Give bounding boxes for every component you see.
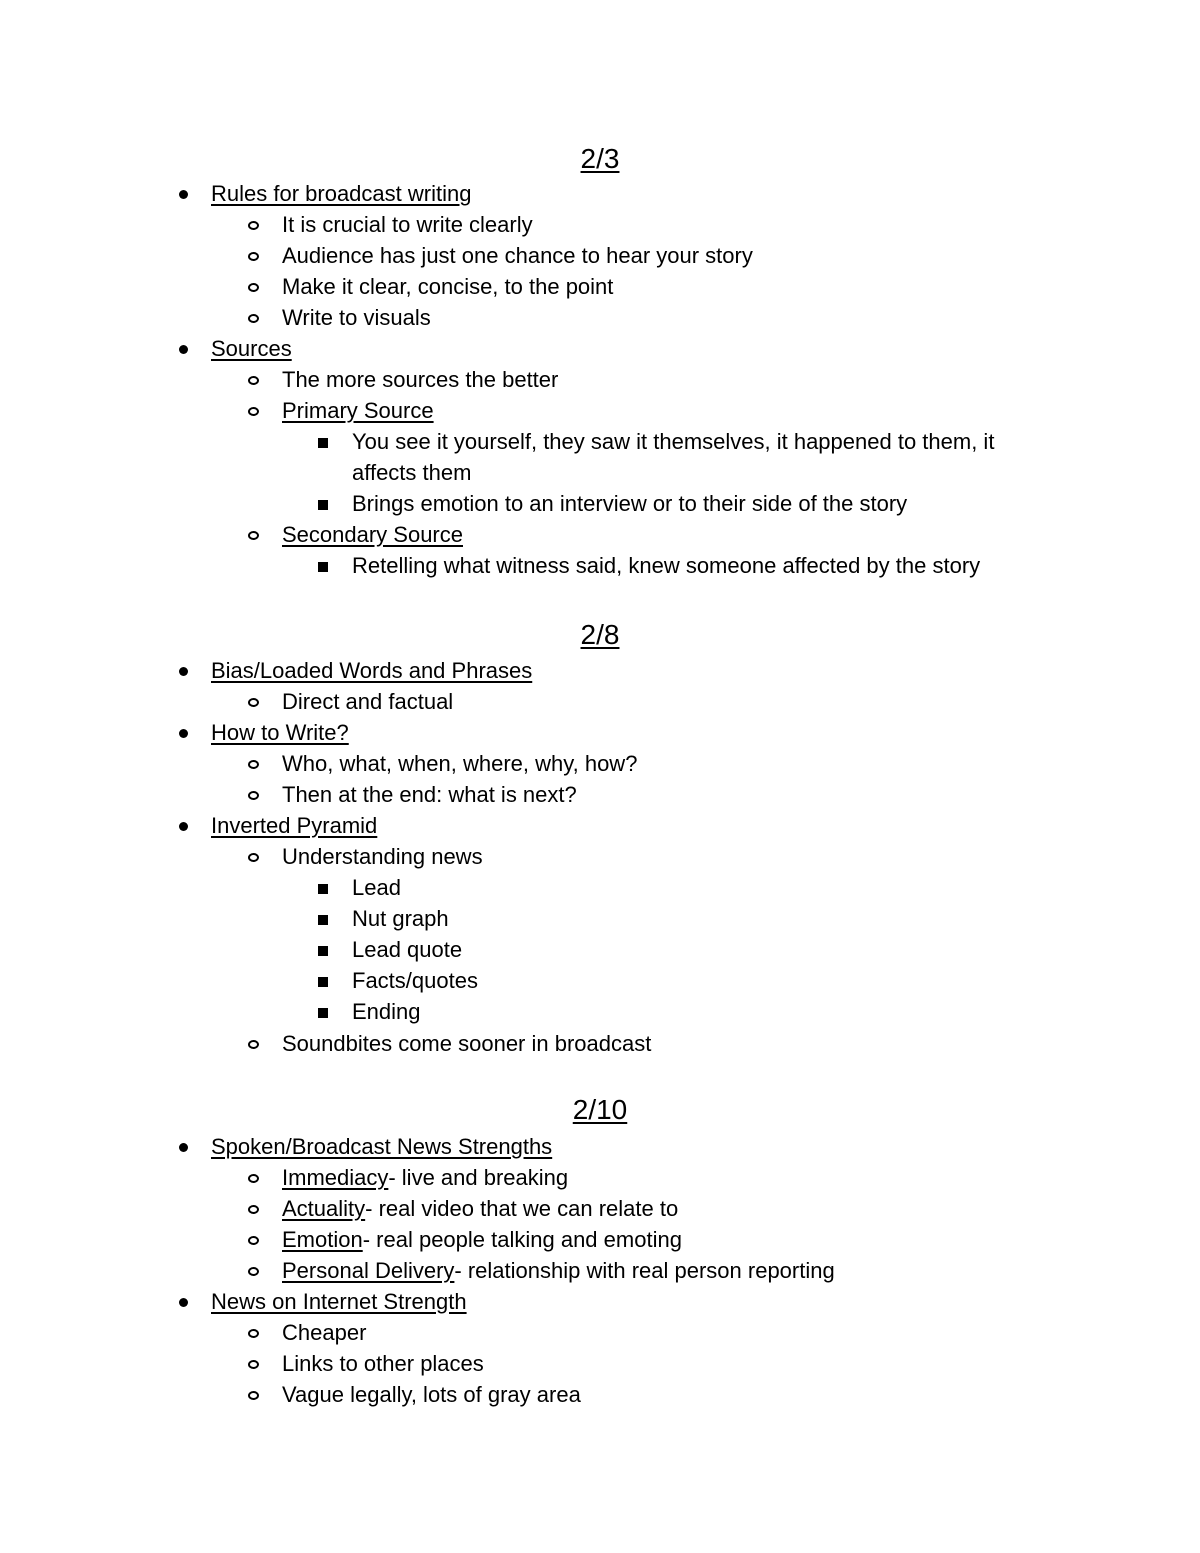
list-item: It is crucial to write clearly [282, 212, 533, 237]
list-item: Write to visuals [282, 305, 431, 330]
list-item: Nut graph [352, 906, 449, 931]
circle-bullet-icon [248, 1040, 259, 1049]
circle-bullet-icon [248, 1236, 259, 1245]
list-item: Direct and factual [282, 689, 454, 714]
list-item-continuation: affects them [352, 460, 472, 485]
term-description: - live and breaking [388, 1165, 569, 1190]
section-heading-2-8: 2/8 [580, 619, 620, 650]
term-immediacy: Immediacy [282, 1165, 389, 1190]
topic-broadcast-news-strengths: Spoken/Broadcast News Strengths [211, 1134, 553, 1159]
disc-bullet-icon [179, 729, 188, 738]
list-item: Retelling what witness said, knew someone affected by the story [352, 553, 981, 578]
circle-bullet-icon [248, 791, 259, 800]
disc-bullet-icon [179, 345, 188, 354]
term-description: - relationship with real person reporting [454, 1258, 835, 1283]
list-item: Soundbites come sooner in broadcast [282, 1031, 652, 1056]
disc-bullet-icon [179, 822, 188, 831]
square-bullet-icon [318, 884, 328, 894]
topic-how-to-write: How to Write? [211, 720, 349, 745]
list-item [282, 1255, 835, 1286]
circle-bullet-icon [248, 1360, 259, 1369]
disc-bullet-icon [179, 190, 188, 199]
list-item: Lead [352, 875, 401, 900]
term-description: - real video that we can relate to [365, 1196, 679, 1221]
list-item: Then at the end: what is next? [282, 782, 577, 807]
circle-bullet-icon [248, 221, 259, 230]
list-item: Who, what, when, where, why, how? [282, 751, 638, 776]
square-bullet-icon [318, 500, 328, 510]
list-item: Facts/quotes [352, 968, 478, 993]
subtopic-secondary-source: Secondary Source [282, 522, 463, 547]
circle-bullet-icon [248, 1329, 259, 1338]
circle-bullet-icon [248, 853, 259, 862]
disc-bullet-icon [179, 1298, 188, 1307]
disc-bullet-icon [179, 667, 188, 676]
term-actuality: Actuality [282, 1196, 366, 1221]
circle-bullet-icon [248, 698, 259, 707]
disc-bullet-icon [179, 1143, 188, 1152]
circle-bullet-icon [248, 760, 259, 769]
term-description: - real people talking and emoting [362, 1227, 682, 1252]
list-item: Vague legally, lots of gray area [282, 1382, 581, 1407]
square-bullet-icon [318, 915, 328, 925]
circle-bullet-icon [248, 252, 259, 261]
square-bullet-icon [318, 977, 328, 987]
square-bullet-icon [318, 1008, 328, 1018]
list-item: Cheaper [282, 1320, 367, 1345]
square-bullet-icon [318, 946, 328, 956]
circle-bullet-icon [248, 531, 259, 540]
circle-bullet-icon [248, 1174, 259, 1183]
circle-bullet-icon [248, 283, 259, 292]
circle-bullet-icon [248, 407, 259, 416]
list-item: Links to other places [282, 1351, 484, 1376]
topic-inverted-pyramid: Inverted Pyramid [211, 813, 378, 838]
topic-sources: Sources [211, 336, 292, 361]
list-item: Ending [352, 999, 421, 1024]
list-item: Make it clear, concise, to the point [282, 274, 614, 299]
section-heading-2-10: 2/10 [572, 1094, 628, 1125]
subtopic-primary-source: Primary Source [282, 398, 434, 423]
list-item: Audience has just one chance to hear your story [282, 243, 753, 268]
square-bullet-icon [318, 562, 328, 572]
list-item: Lead quote [352, 937, 463, 962]
list-item [282, 1193, 678, 1224]
topic-rules-broadcast-writing: Rules for broadcast writing [211, 181, 472, 206]
term-personal-delivery: Personal Delivery [282, 1258, 455, 1283]
list-item [282, 1162, 568, 1193]
circle-bullet-icon [248, 314, 259, 323]
list-item: Understanding news [282, 844, 483, 869]
list-item: Brings emotion to an interview or to their side of the story [352, 491, 908, 516]
topic-bias-loaded-words: Bias/Loaded Words and Phrases [211, 658, 533, 683]
square-bullet-icon [318, 438, 328, 448]
circle-bullet-icon [248, 376, 259, 385]
list-item: You see it yourself, they saw it themselves, it happened to them, it [352, 429, 995, 454]
circle-bullet-icon [248, 1391, 259, 1400]
list-item: The more sources the better [282, 367, 559, 392]
list-item [282, 1224, 682, 1255]
circle-bullet-icon [248, 1205, 259, 1214]
term-emotion: Emotion [282, 1227, 363, 1252]
section-heading-2-3: 2/3 [580, 143, 620, 174]
topic-internet-strength: News on Internet Strength [211, 1289, 467, 1314]
circle-bullet-icon [248, 1267, 259, 1276]
